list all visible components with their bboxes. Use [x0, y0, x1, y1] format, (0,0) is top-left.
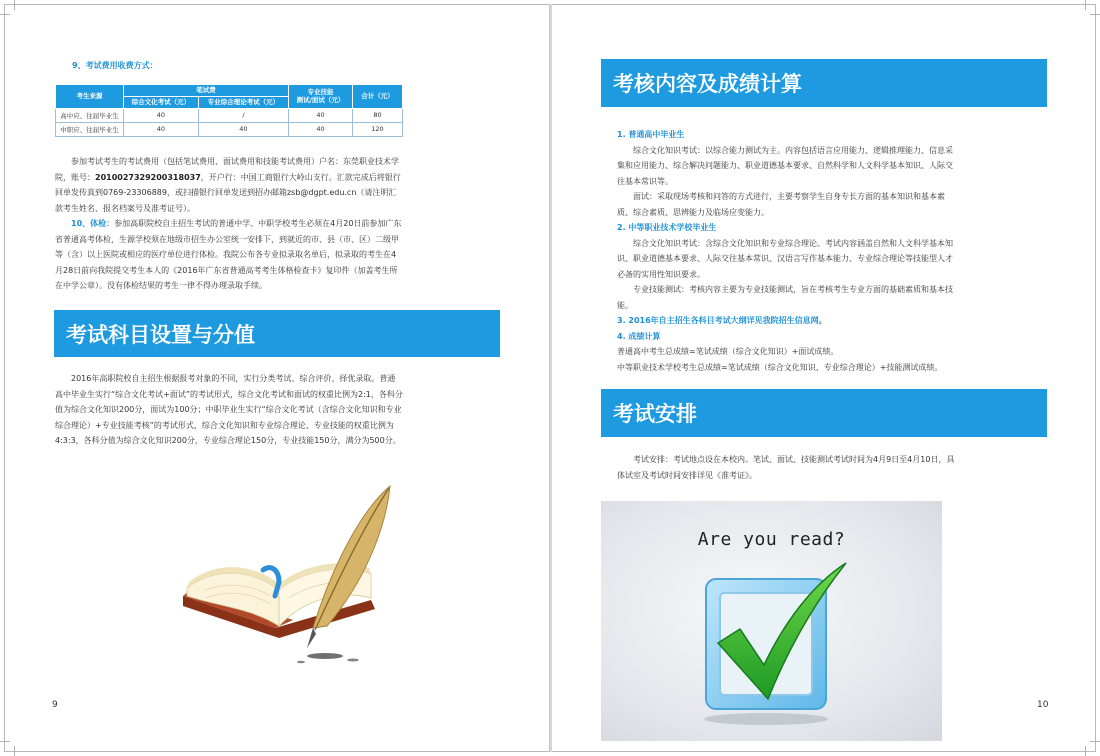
- table-row: [56, 108, 403, 122]
- score-formula-vocational: 中等职业技术学校考生总成绩=笔试成绩（综合文化知识、专业综合理论）+技能测试成绩。: [617, 362, 943, 372]
- section-heading-score: 4. 成绩计算: [617, 331, 661, 341]
- physical-exam-label: 10、体检：: [71, 219, 115, 228]
- checkmark-box-icon: [696, 559, 856, 729]
- are-you-ready-image: [601, 501, 942, 741]
- high-school-interview-paragraph: 面试：采取现场考核和问答的方式进行，主要考察学生自身专长方面的基本知识和基本素质、综合素质、思辨能力及临场应变能力。: [617, 192, 945, 217]
- header-skill-line2: 测试/面试（元）: [296, 96, 345, 105]
- physical-exam-text: 参加高职院校自主招生考试的普通中学、中职学校考生必须在4月20日前参加广东省普通高考体检，生源学校须在地级市招生办公室统一安排下，到就近的市、县（市、区）二级甲等（含）以上医院或相应的医疗单位进行体检。我院公布各专业拟录取名单后，拟录取的考生在4月28日前向我院提交考生本人的《2016年广东省普通高考考生体格检查卡》复印件（加盖考生所在中学公章）。没有体检结果的考生一律不得办理录取手续。: [55, 219, 402, 290]
- bank-account: 2010027329200318037: [95, 172, 201, 182]
- quill-nib: [307, 628, 316, 648]
- cell-c2: 40: [198, 122, 288, 136]
- fee-table: [55, 84, 403, 137]
- cell-c2: /: [198, 108, 288, 122]
- cell-source: 高中应、往届毕业生: [56, 108, 124, 122]
- cell-source: 中职应、往届毕业生: [56, 122, 124, 136]
- section-banner-arrangement: 考试安排: [601, 389, 1047, 437]
- vocational-skill-paragraph: 专业技能测试：考核内容主要为专业技能测试，旨在考核考生专业方面的基础素质和基本技能。: [617, 285, 953, 310]
- section-heading-high-school: 1. 普通高中毕业生: [617, 130, 685, 139]
- book-quill-illustration: [175, 478, 400, 673]
- subjects-paragraph: 2016年高职院校自主招生根据报考对象的不同，实行分类考试、综合评价、择优录取。普通高中毕业生实行“综合文化考试+面试”的考试形式，综合文化考试和面试的权重比例为2:1，各科分值为综合文化知识200分，面试为100分；中职毕业生实行“综合文化考试（含综合文化知识和专业综合理论）+专业技能考核”的考试形式，综合文化知识和专业综合理论、专业技能的权重比例为4:3:3，各科分值为综合文化知识200分，专业综合理论150分，专业技能150分，满分为500分。: [55, 374, 403, 445]
- payment-text-2: ，开户行：中国工商银行大岭山支行。汇款完成后将银行回单发传真到0769-23306889，或扫描银行回单发送到招办邮箱zsb@dgpt.edu.cn（请注明汇款考生姓名、报名档案号及准考证号）。: [55, 172, 401, 213]
- high-school-culture-paragraph: 综合文化知识考试：以综合能力测试为主。内容包括语言应用能力、逻辑推理能力、信息采集和应用能力、综合解决问题能力、职业道德基本要求、自然科学和人文科学基本知识、人际交往基本常识等。: [617, 145, 953, 186]
- payment-text-1: 参加考试考生的考试费用（包括笔试费用、面试费用和技能考试费用）户名：东莞职业技术学院，账号：: [55, 157, 399, 182]
- vocational-culture-paragraph: 综合文化知识考试：含综合文化知识和专业综合理论。考试内容涵盖自然和人文科学基本知识、职业道德基本要求、人际交往基本常识、汉语言写作基本能力、专业综合理论等技能型人才必备的实用性知识要求。: [617, 238, 953, 279]
- ink-dot: [347, 659, 359, 662]
- crop-mark: [1085, 0, 1086, 10]
- crop-mark: [1085, 746, 1086, 756]
- image-caption: Are you read?: [697, 529, 846, 550]
- section-banner-assessment: 考核内容及成绩计算: [601, 59, 1047, 107]
- section-heading-syllabus: 3. 2016年自主招生各科目考试大纲详见我院招生信息网。: [617, 316, 827, 325]
- table-row: [56, 122, 403, 136]
- header-skill-line1: 专业技能: [307, 87, 334, 96]
- checkbox-shadow: [704, 713, 828, 725]
- arrangement-paragraph: 考试安排：考试地点设在本校内。笔试、面试、技能测试考试时间为4月9日至4月10日，具体试室及考试时间安排详见《准考证》。: [617, 455, 955, 480]
- header-skill: [289, 85, 353, 109]
- header-total: 合计（元）: [353, 85, 403, 109]
- cell-skill: 40: [289, 122, 353, 136]
- crop-mark: [1090, 14, 1100, 15]
- assessment-content: [617, 127, 957, 375]
- cell-total: 80: [353, 108, 403, 122]
- header-written: 笔试费: [124, 85, 289, 97]
- header-source: 考生来源: [56, 85, 124, 109]
- cell-total: 120: [353, 122, 403, 136]
- page-number-left: 9: [52, 700, 58, 710]
- crop-mark: [1090, 741, 1100, 742]
- header-written-sub1: 综合文化考试（元）: [124, 96, 199, 108]
- cell-c1: 40: [124, 122, 199, 136]
- ink-splatter: [307, 653, 343, 659]
- fee-section-title: 9、考试费用收费方式：: [72, 61, 158, 70]
- cell-c1: 40: [124, 108, 199, 122]
- page-number-right: 10: [1037, 700, 1049, 710]
- header-written-sub2: 专业综合理论考试（元）: [198, 96, 288, 108]
- score-formula-high-school: 普通高中考生总成绩=笔试成绩（综合文化知识）+面试成绩。: [617, 347, 839, 356]
- payment-paragraph: [55, 154, 403, 216]
- physical-exam-paragraph: [55, 216, 403, 294]
- ink-dot: [297, 661, 305, 663]
- section-heading-vocational: 2. 中等职业技术学校毕业生: [617, 223, 717, 232]
- cell-skill: 40: [289, 108, 353, 122]
- section-banner-subjects: 考试科目设置与分值: [54, 310, 500, 357]
